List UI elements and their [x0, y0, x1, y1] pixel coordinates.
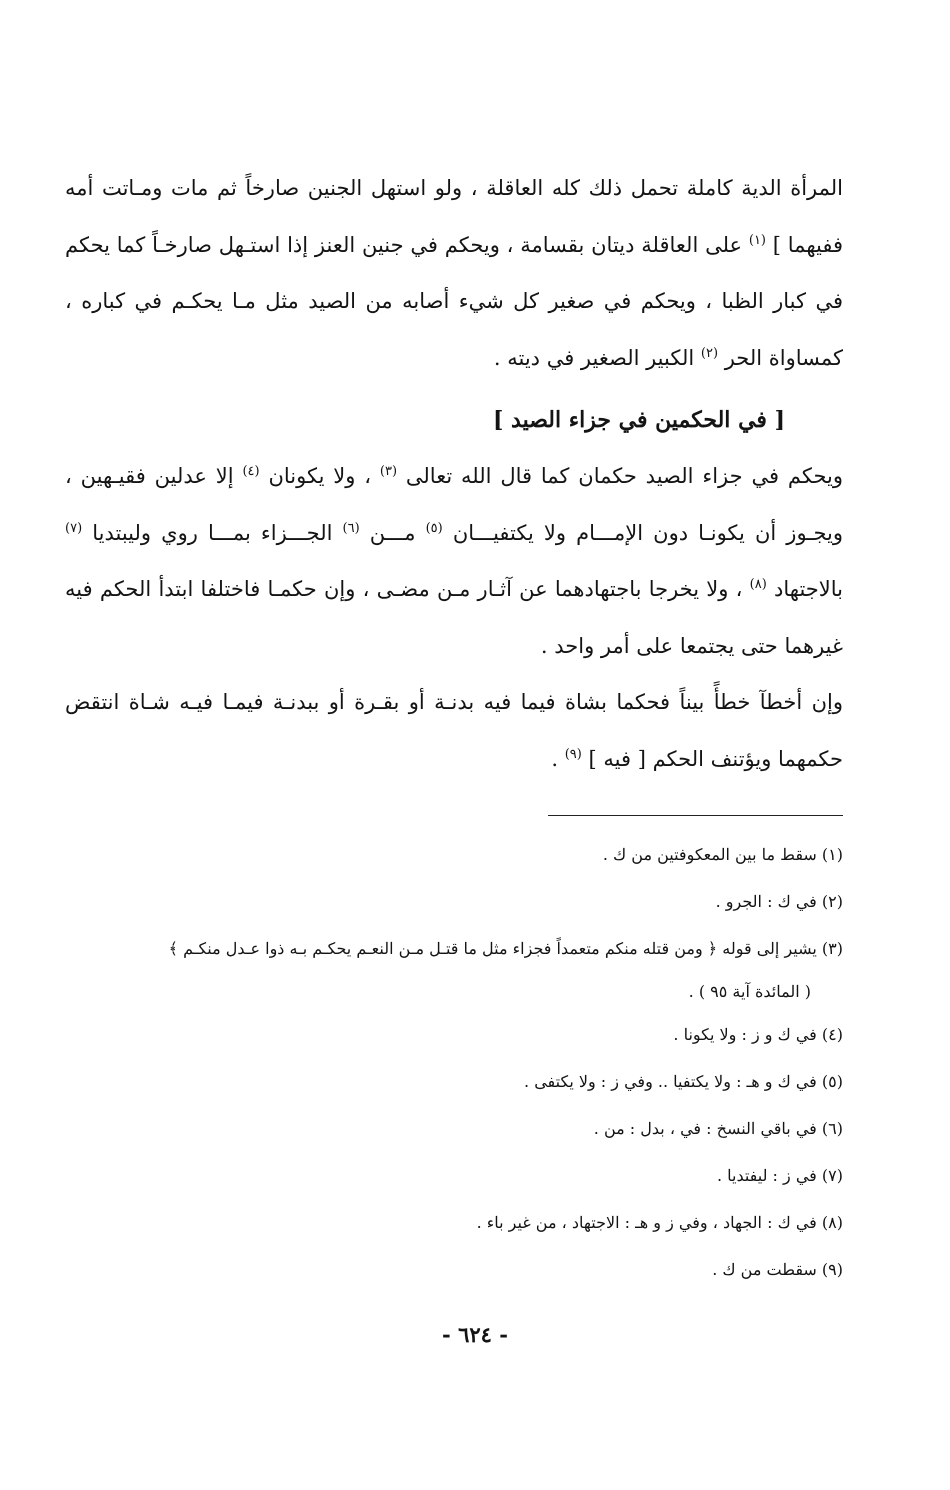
footnote-3-line-1: (٣) يشير إلى قوله ﴿ ومن قتله منكم متعمداً فجزاء مثل ما قتـل مـن النعـم يحكـم بـه ذوا عـدل منكـم ﴾ — [168, 939, 843, 958]
paragraph-2 — [65, 448, 843, 674]
text-run: على العاقلة ديتان بقسامة ، ويحكم في جنين العنز إذا استـهل صارخـاً كما يحكم في كبار الظبا ، ويحكم في صغير كل شيء أصابه من الصيد مثل مـا يحكـم في كباره ، كمساواة الحر — [65, 232, 843, 370]
footnote-5: (٥) في ك و هـ : ولا يكتفيا .. وفي ز : ولا يكتفى . — [524, 1072, 843, 1091]
footnote-ref[interactable]: (٣) — [379, 464, 398, 479]
footnote-ref[interactable]: (٦) — [342, 520, 360, 536]
footnote-9: (٩) سقطت من ك . — [712, 1260, 843, 1279]
text-run: بالاجتهاد — [766, 577, 843, 601]
footnote-1: (١) سقط ما بين المعكوفتين من ك . — [602, 845, 843, 864]
main-text — [65, 160, 843, 787]
footnote-ref[interactable]: (٥) — [425, 520, 443, 536]
text-run: مـــن — [359, 520, 426, 545]
footnote-ref[interactable]: (٨) — [749, 577, 767, 592]
footnotes — [65, 843, 843, 1305]
paragraph-3 — [65, 674, 843, 787]
footnote-separator — [548, 815, 843, 816]
text-run: ويحكم في جزاء الصيد حكمان كما قال الله تعالى — [397, 464, 843, 488]
footnote-3 — [65, 937, 843, 1023]
footnote-ref[interactable]: (٧) — [65, 520, 83, 536]
section-heading: [ في الحكمين في جزاء الصيد ] — [492, 407, 785, 433]
footnote-ref[interactable]: (١) — [748, 232, 766, 248]
footnote-3-line-2: ( المائدة آية ٩٥ ) . — [688, 982, 811, 1001]
footnote-2: (٢) في ك : الجرو . — [715, 892, 843, 911]
page-number: - ٦٢٤ - — [442, 1322, 508, 1347]
footnote-4: (٤) في ك و ز : ولا يكونا . — [673, 1025, 843, 1044]
footnote-8: (٨) في ك : الجهاد ، وفي ز و هـ : الاجتهاد ، من غير باء . — [476, 1213, 843, 1232]
text-run: وإن أخطآ خطأً بيناً فحكما بشاة فيما فيه بدنـة أو بقـرة أو ببدنـة فيمـا فيـه شـاة انتقض حكمهما ويؤتنف الحكم [ فيه ] — [65, 690, 843, 771]
footnote-7: (٧) في ز : ليفتديا . — [716, 1166, 843, 1185]
text-run: الكبير الصغير في ديته . — [493, 345, 701, 370]
text-run: . — [551, 746, 565, 771]
paragraph-1 — [65, 160, 843, 386]
text-run: المرأة الدية كاملة تحمل ذلك كله العاقلة ، ولو استهل الجنين صارخاً ثم مات ومـاتت أمه ففيهما ] — [65, 176, 843, 257]
text-run: ، ولا يكونان — [259, 464, 380, 488]
footnote-ref[interactable]: (٢) — [700, 345, 719, 361]
text-run: الجـــزاء بمـــا روي وليبتديا — [82, 520, 343, 545]
text-run: إلا عدلين فقيـهين ، ويجـوز أن يكونـا دون الإمـــام ولا يكتفيـــان — [65, 464, 843, 545]
text-run: ، ولا يخرجا باجتهادهما عن آثـار مـن مضـى ، وإن حكمـا فاختلفا ابتدأ الحكم فيه غيرهما حتى يجتمعا على أمر واحد . — [65, 577, 843, 658]
footnote-ref[interactable]: (٩) — [564, 746, 582, 762]
footnote-6: (٦) في باقي النسخ : في ، بدل : من . — [593, 1119, 843, 1138]
footnote-ref[interactable]: (٤) — [242, 464, 260, 479]
